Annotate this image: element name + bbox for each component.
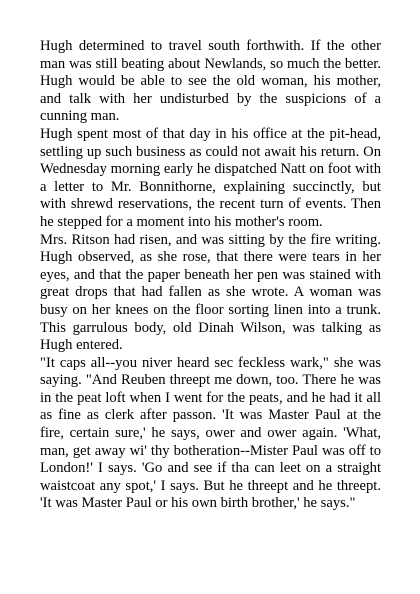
paragraph-4: "It caps all--you niver heard sec feckless wark," she was saying. "And Reuben threept me down, too. There he was in the peat loft when I went for the peats, and he had it all as fine as clerk after passon. 'It was Master Paul at the fire, certain sure,' he says, ower and ower again. 'What, man, get away wi' thy botheration--Mister Paul was off to London!' I says. 'Go and see if tha can leet on a straight waistcoat any spot,' I says. But he threept and he threept. 'It was Master Paul or his own birth brother,' he says.": [40, 354, 381, 512]
paragraph-3: Mrs. Ritson had risen, and was sitting by the fire writing. Hugh observed, as she rose, that there were tears in her eyes, and that the paper beneath her pen was stained with great drops that had fallen as she wrote. A woman was busy on her knees on the floor sorting linen into a trunk. This garrulous body, old Dinah Wilson, was talking as Hugh entered.: [40, 231, 381, 354]
paragraph-2: Hugh spent most of that day in his office at the pit-head, settling up such business as could not await his return. On Wednesday morning early he dispatched Natt on foot with a letter to Mr. Bonnithorne, explaining succinctly, but with shrewd reservations, the recent turn of events. Then he stepped for a moment into his mother's room.: [40, 125, 381, 230]
document-page: [40, 38, 381, 513]
paragraph-1: Hugh determined to travel south forthwith. If the other man was still beating about Newlands, so much the better. Hugh would be able to see the old woman, his mother, and talk with her undisturbed by the suspicions of a cunning man.: [40, 38, 381, 125]
